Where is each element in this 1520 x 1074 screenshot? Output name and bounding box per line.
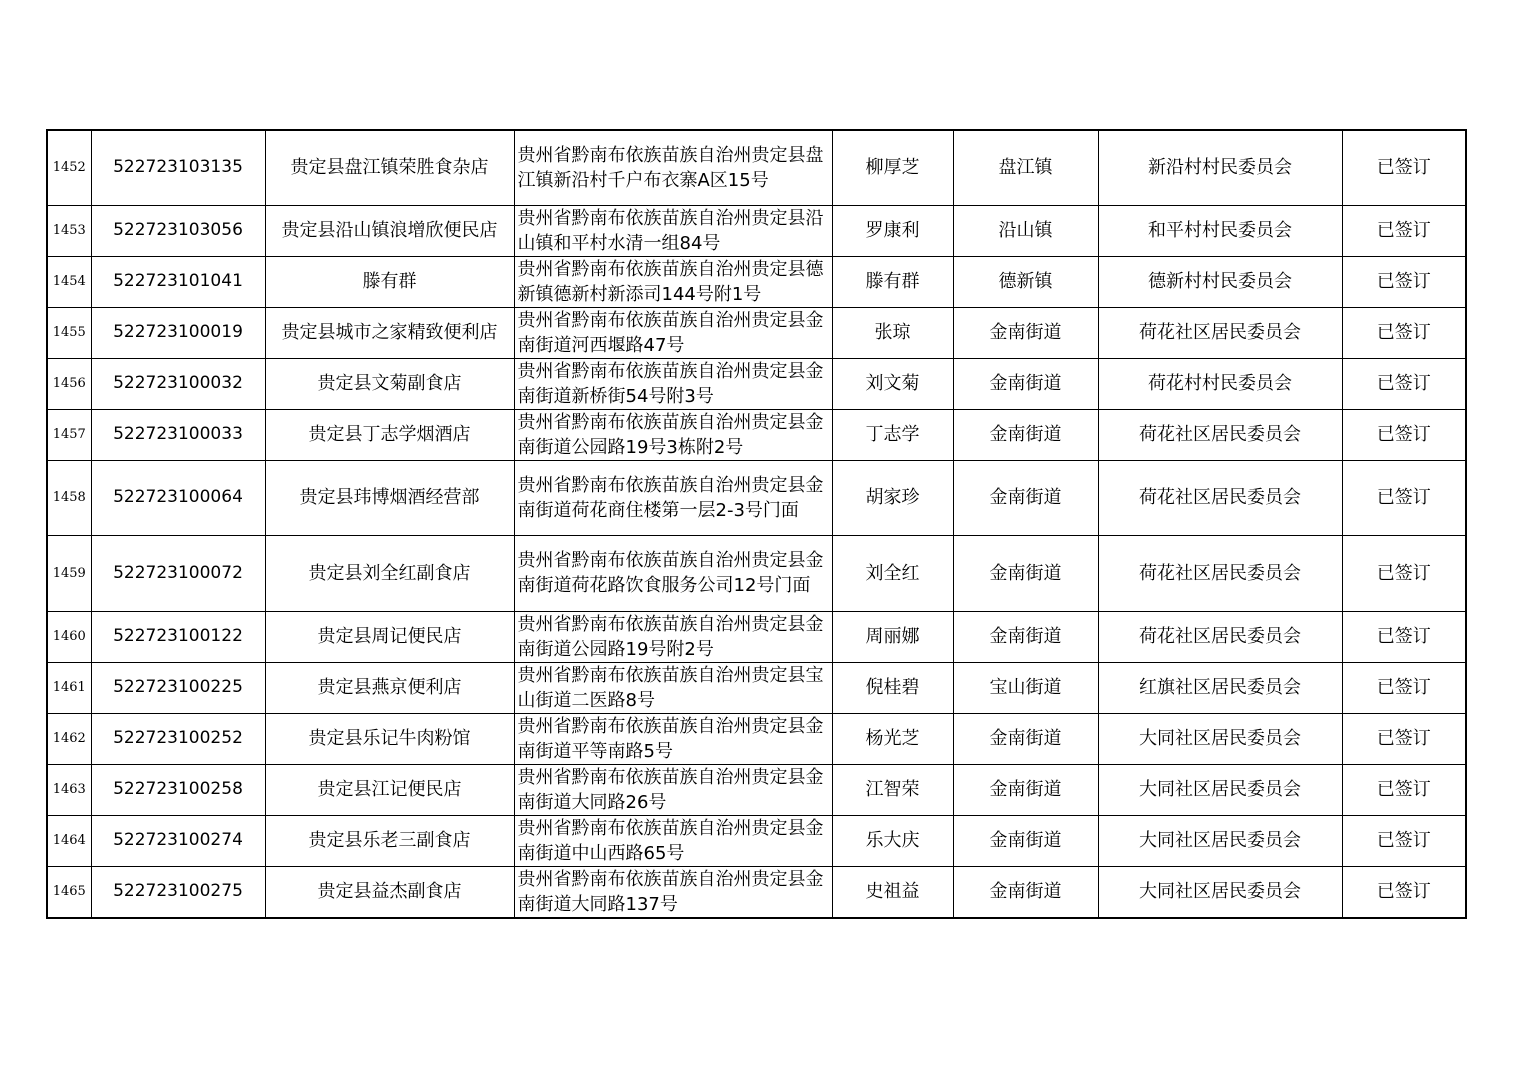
seq-cell: 1460 <box>47 611 91 662</box>
owner-cell: 柳厚芝 <box>832 130 953 205</box>
address-cell: 贵州省黔南布依族苗族自治州贵定县金南街道平等南路5号 <box>514 713 832 764</box>
address-cell: 贵州省黔南布依族苗族自治州贵定县宝山街道二医路8号 <box>514 662 832 713</box>
license-code-cell: 522723101041 <box>91 256 265 307</box>
owner-cell: 罗康利 <box>832 205 953 256</box>
table-row <box>47 256 1466 307</box>
owner-cell: 胡家珍 <box>832 460 953 535</box>
committee-cell: 大同社区居民委员会 <box>1098 866 1342 918</box>
committee-cell: 大同社区居民委员会 <box>1098 764 1342 815</box>
status-cell: 已签订 <box>1342 409 1466 460</box>
owner-cell: 乐大庆 <box>832 815 953 866</box>
committee-cell: 红旗社区居民委员会 <box>1098 662 1342 713</box>
license-code-cell: 522723100275 <box>91 866 265 918</box>
shop-name-cell: 贵定县刘全红副食店 <box>265 535 514 611</box>
committee-cell: 大同社区居民委员会 <box>1098 815 1342 866</box>
table-row <box>47 764 1466 815</box>
owner-cell: 史祖益 <box>832 866 953 918</box>
table-row <box>47 205 1466 256</box>
town-cell: 沿山镇 <box>953 205 1098 256</box>
seq-cell: 1458 <box>47 460 91 535</box>
license-code-cell: 522723100225 <box>91 662 265 713</box>
address-cell: 贵州省黔南布依族苗族自治州贵定县金南街道大同路26号 <box>514 764 832 815</box>
license-code-cell: 522723100258 <box>91 764 265 815</box>
table-row <box>47 815 1466 866</box>
seq-cell: 1455 <box>47 307 91 358</box>
table-row <box>47 866 1466 918</box>
seq-cell: 1457 <box>47 409 91 460</box>
town-cell: 盘江镇 <box>953 130 1098 205</box>
shop-name-cell: 贵定县江记便民店 <box>265 764 514 815</box>
address-cell: 贵州省黔南布依族苗族自治州贵定县金南街道新桥街54号附3号 <box>514 358 832 409</box>
committee-cell: 荷花社区居民委员会 <box>1098 409 1342 460</box>
table-row <box>47 130 1466 205</box>
shop-name-cell: 贵定县燕京便利店 <box>265 662 514 713</box>
seq-cell: 1453 <box>47 205 91 256</box>
town-cell: 金南街道 <box>953 535 1098 611</box>
seq-cell: 1462 <box>47 713 91 764</box>
town-cell: 金南街道 <box>953 866 1098 918</box>
table-row <box>47 662 1466 713</box>
shop-name-cell: 贵定县周记便民店 <box>265 611 514 662</box>
address-cell: 贵州省黔南布依族苗族自治州贵定县金南街道大同路137号 <box>514 866 832 918</box>
seq-cell: 1459 <box>47 535 91 611</box>
address-cell: 贵州省黔南布依族苗族自治州贵定县金南街道公园路19号附2号 <box>514 611 832 662</box>
owner-cell: 张琼 <box>832 307 953 358</box>
seq-cell: 1454 <box>47 256 91 307</box>
license-code-cell: 522723103056 <box>91 205 265 256</box>
table-row <box>47 358 1466 409</box>
shop-name-cell: 贵定县益杰副食店 <box>265 866 514 918</box>
license-code-cell: 522723100032 <box>91 358 265 409</box>
license-code-cell: 522723100019 <box>91 307 265 358</box>
owner-cell: 倪桂碧 <box>832 662 953 713</box>
shop-name-cell: 贵定县丁志学烟酒店 <box>265 409 514 460</box>
town-cell: 德新镇 <box>953 256 1098 307</box>
shop-name-cell: 贵定县盘江镇荣胜食杂店 <box>265 130 514 205</box>
owner-cell: 江智荣 <box>832 764 953 815</box>
town-cell: 金南街道 <box>953 460 1098 535</box>
address-cell: 贵州省黔南布依族苗族自治州贵定县盘江镇新沿村千户布衣寨A区15号 <box>514 130 832 205</box>
committee-cell: 新沿村村民委员会 <box>1098 130 1342 205</box>
owner-cell: 周丽娜 <box>832 611 953 662</box>
retailer-registry-table <box>46 129 1467 919</box>
town-cell: 金南街道 <box>953 409 1098 460</box>
status-cell: 已签订 <box>1342 358 1466 409</box>
table-row <box>47 535 1466 611</box>
committee-cell: 荷花村村民委员会 <box>1098 358 1342 409</box>
committee-cell: 荷花社区居民委员会 <box>1098 460 1342 535</box>
license-code-cell: 522723100072 <box>91 535 265 611</box>
town-cell: 金南街道 <box>953 611 1098 662</box>
status-cell: 已签订 <box>1342 866 1466 918</box>
town-cell: 金南街道 <box>953 815 1098 866</box>
shop-name-cell: 贵定县城市之家精致便利店 <box>265 307 514 358</box>
committee-cell: 荷花社区居民委员会 <box>1098 307 1342 358</box>
committee-cell: 大同社区居民委员会 <box>1098 713 1342 764</box>
address-cell: 贵州省黔南布依族苗族自治州贵定县金南街道荷花商住楼第一层2-3号门面 <box>514 460 832 535</box>
license-code-cell: 522723103135 <box>91 130 265 205</box>
shop-name-cell: 滕有群 <box>265 256 514 307</box>
status-cell: 已签订 <box>1342 764 1466 815</box>
shop-name-cell: 贵定县乐老三副食店 <box>265 815 514 866</box>
status-cell: 已签订 <box>1342 256 1466 307</box>
town-cell: 宝山街道 <box>953 662 1098 713</box>
license-code-cell: 522723100122 <box>91 611 265 662</box>
town-cell: 金南街道 <box>953 307 1098 358</box>
license-code-cell: 522723100274 <box>91 815 265 866</box>
status-cell: 已签订 <box>1342 815 1466 866</box>
address-cell: 贵州省黔南布依族苗族自治州贵定县德新镇德新村新添司144号附1号 <box>514 256 832 307</box>
table-row <box>47 713 1466 764</box>
table-row <box>47 307 1466 358</box>
town-cell: 金南街道 <box>953 713 1098 764</box>
owner-cell: 丁志学 <box>832 409 953 460</box>
address-cell: 贵州省黔南布依族苗族自治州贵定县金南街道河西堰路47号 <box>514 307 832 358</box>
status-cell: 已签订 <box>1342 130 1466 205</box>
seq-cell: 1464 <box>47 815 91 866</box>
seq-cell: 1456 <box>47 358 91 409</box>
shop-name-cell: 贵定县乐记牛肉粉馆 <box>265 713 514 764</box>
license-code-cell: 522723100252 <box>91 713 265 764</box>
address-cell: 贵州省黔南布依族苗族自治州贵定县金南街道公园路19号3栋附2号 <box>514 409 832 460</box>
committee-cell: 荷花社区居民委员会 <box>1098 611 1342 662</box>
seq-cell: 1452 <box>47 130 91 205</box>
shop-name-cell: 贵定县沿山镇浪增欣便民店 <box>265 205 514 256</box>
shop-name-cell: 贵定县文菊副食店 <box>265 358 514 409</box>
seq-cell: 1465 <box>47 866 91 918</box>
status-cell: 已签订 <box>1342 460 1466 535</box>
registry-body <box>47 130 1466 918</box>
status-cell: 已签订 <box>1342 713 1466 764</box>
table-row <box>47 409 1466 460</box>
address-cell: 贵州省黔南布依族苗族自治州贵定县金南街道荷花路饮食服务公司12号门面 <box>514 535 832 611</box>
town-cell: 金南街道 <box>953 764 1098 815</box>
status-cell: 已签订 <box>1342 662 1466 713</box>
status-cell: 已签订 <box>1342 307 1466 358</box>
address-cell: 贵州省黔南布依族苗族自治州贵定县沿山镇和平村水清一组84号 <box>514 205 832 256</box>
seq-cell: 1463 <box>47 764 91 815</box>
status-cell: 已签订 <box>1342 205 1466 256</box>
committee-cell: 荷花社区居民委员会 <box>1098 535 1342 611</box>
table-row <box>47 611 1466 662</box>
owner-cell: 滕有群 <box>832 256 953 307</box>
status-cell: 已签订 <box>1342 611 1466 662</box>
shop-name-cell: 贵定县玮博烟酒经营部 <box>265 460 514 535</box>
table-row <box>47 460 1466 535</box>
owner-cell: 杨光芝 <box>832 713 953 764</box>
license-code-cell: 522723100064 <box>91 460 265 535</box>
status-cell: 已签订 <box>1342 535 1466 611</box>
owner-cell: 刘全红 <box>832 535 953 611</box>
address-cell: 贵州省黔南布依族苗族自治州贵定县金南街道中山西路65号 <box>514 815 832 866</box>
committee-cell: 和平村村民委员会 <box>1098 205 1342 256</box>
seq-cell: 1461 <box>47 662 91 713</box>
owner-cell: 刘文菊 <box>832 358 953 409</box>
license-code-cell: 522723100033 <box>91 409 265 460</box>
town-cell: 金南街道 <box>953 358 1098 409</box>
committee-cell: 德新村村民委员会 <box>1098 256 1342 307</box>
